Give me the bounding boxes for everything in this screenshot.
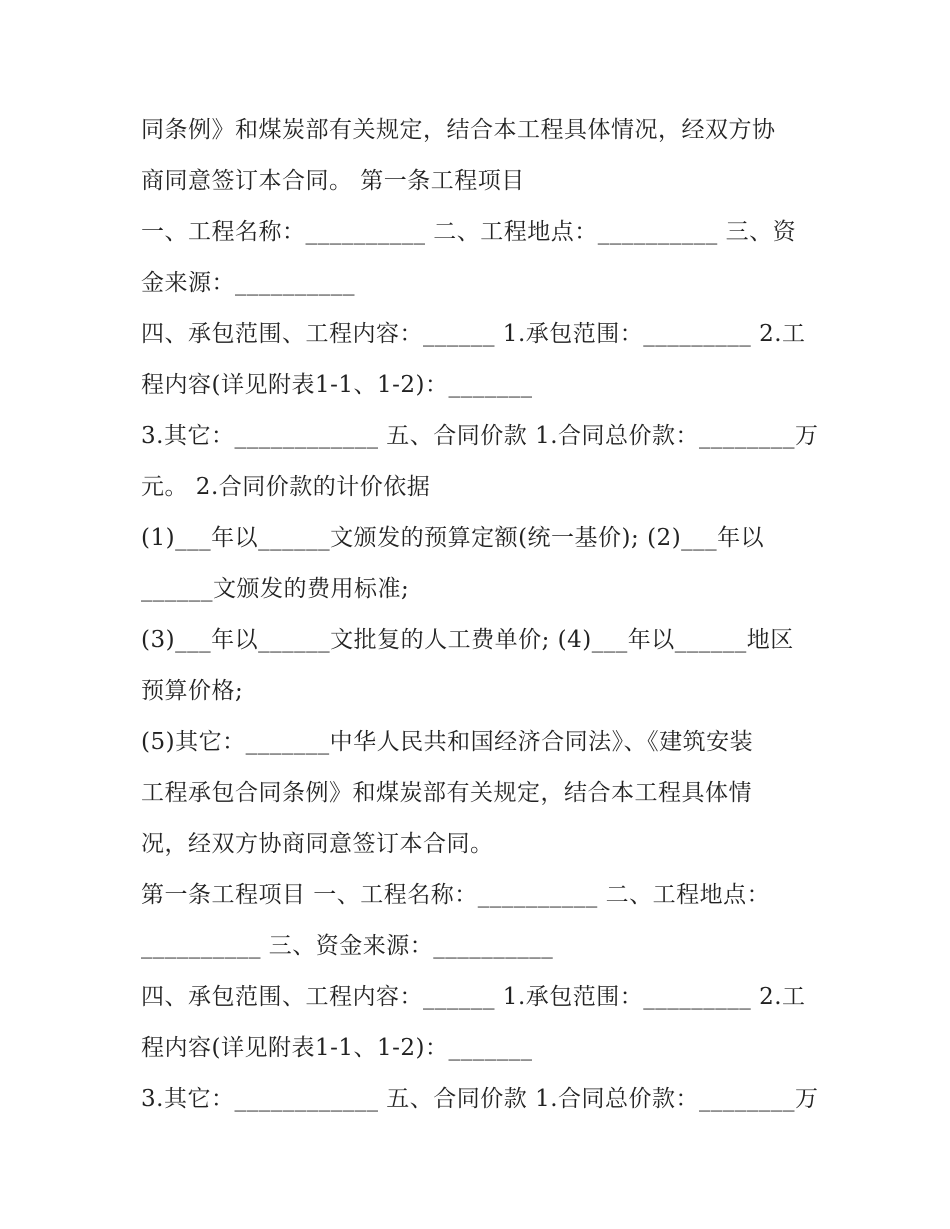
- text-line: 第一条工程项目 一、工程名称：__________ 二、工程地点：: [141, 882, 771, 908]
- text-line: (1)___年以______文颁发的预算定额(统一基价); (2)___年以: [141, 525, 765, 551]
- text-line: 元。 2.合同价款的计价依据: [141, 474, 431, 500]
- text-line: 金来源：__________: [141, 270, 355, 296]
- text-line: 3.其它：____________ 五、合同价款 1.合同总价款：________万: [141, 423, 819, 449]
- text-line: 预算价格;: [141, 678, 244, 704]
- text-line: (3)___年以______文批复的人工费单价; (4)___年以______地区: [141, 627, 794, 653]
- text-line: 四、承包范围、工程内容：______ 1.承包范围：_________ 2.工: [141, 321, 806, 347]
- text-line: 同条例》和煤炭部有关规定，结合本工程具体情况，经双方协: [141, 117, 776, 143]
- text-line: 一、工程名称：__________ 二、工程地点：__________ 三、资: [141, 219, 797, 245]
- text-line: 况，经双方协商同意签订本合同。: [141, 831, 494, 857]
- text-line: 程内容(详见附表1-1、1-2)：_______: [141, 372, 533, 398]
- text-line: 工程承包合同条例》和煤炭部有关规定，结合本工程具体情: [141, 780, 752, 806]
- text-line: 程内容(详见附表1-1、1-2)：_______: [141, 1035, 533, 1061]
- text-line: 四、承包范围、工程内容：______ 1.承包范围：_________ 2.工: [141, 984, 806, 1010]
- text-line: 商同意签订本合同。 第一条工程项目: [141, 168, 525, 194]
- text-line: 3.其它：____________ 五、合同价款 1.合同总价款：________万: [141, 1086, 819, 1112]
- text-line: __________ 三、资金来源：__________: [141, 933, 554, 959]
- text-line: (5)其它：_______中华人民共和国经济合同法》、《建筑安装: [141, 729, 754, 755]
- text-line: ______文颁发的费用标准;: [141, 576, 410, 602]
